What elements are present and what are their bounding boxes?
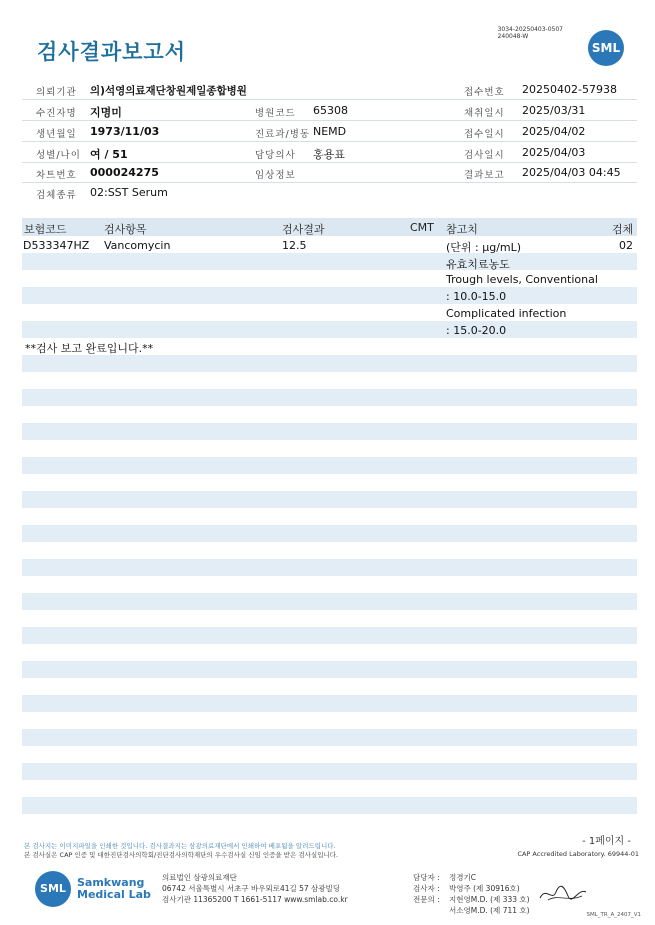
- sml-logo-icon: SML: [588, 30, 624, 66]
- row-code: D533347HZ: [23, 239, 90, 252]
- info-label: 임상정보: [255, 170, 296, 181]
- info-value: 의)석영의료재단창원제일종합병원: [90, 85, 247, 97]
- document-id-line: 3034-20250403-0507: [497, 26, 563, 33]
- table-stripe: [22, 253, 637, 270]
- org-name: 의료법인 삼광의료재단: [162, 873, 237, 882]
- info-label: 결과보고: [464, 170, 505, 181]
- footer-notice: 본 검사지는 이미지파일을 인쇄한 것입니다. 검사결과지는 삼광의료재단에서 인쇄하여 배포됨을 알려드립니다.: [24, 842, 336, 850]
- header-item: 검사항목: [104, 223, 147, 236]
- header-ref: 참고치: [446, 223, 478, 236]
- info-label: 의뢰기관: [36, 87, 77, 98]
- info-row: [22, 182, 637, 202]
- report-complete-note: **검사 보고 완료입니다.**: [25, 342, 154, 355]
- org-address: 06742 서울특별시 서초구 바우뫼로41길 57 삼광빌딩: [162, 884, 341, 893]
- table-stripe: [22, 729, 637, 746]
- row-item: Vancomycin: [104, 239, 171, 252]
- info-row: [22, 100, 637, 121]
- brand-line: Medical Lab: [77, 888, 151, 901]
- info-row: [22, 162, 637, 183]
- table-stripe: [22, 661, 637, 678]
- header-cmt: CMT: [410, 221, 434, 234]
- info-value: 여 / 51: [90, 148, 128, 161]
- info-value: 지명미: [90, 106, 122, 119]
- info-value: 2025/04/02: [522, 125, 586, 138]
- table-stripe: [22, 763, 637, 780]
- table-stripe: [22, 321, 637, 338]
- row-reference: : 15.0-20.0: [446, 324, 507, 337]
- signature-icon: [538, 882, 588, 904]
- header-result: 검사결과: [282, 223, 325, 236]
- info-label: 담당의사: [255, 150, 296, 161]
- row-reference: 유효치료농도: [446, 258, 510, 271]
- staff-name: 정경기C: [449, 873, 476, 882]
- staff-label: 검사자 :: [413, 884, 440, 893]
- info-value: 02:SST Serum: [90, 186, 168, 199]
- table-stripe: [22, 389, 637, 406]
- info-value: 홍용표: [313, 148, 345, 161]
- table-stripe: [22, 593, 637, 610]
- table-stripe: [22, 457, 637, 474]
- info-label: 성별/나이: [36, 150, 81, 161]
- info-value: 20250402-57938: [522, 83, 617, 96]
- table-stripe: [22, 559, 637, 576]
- report-title: 검사결과보고서: [37, 40, 187, 64]
- table-stripe: [22, 287, 637, 304]
- staff-label: 담당자 :: [413, 873, 440, 882]
- info-label: 검사일시: [464, 150, 505, 161]
- info-label: 접수번호: [464, 87, 505, 98]
- row-result: 12.5: [282, 239, 307, 252]
- staff-name: 박영주 (제 30916호): [449, 884, 520, 893]
- info-value: 2025/03/31: [522, 104, 586, 117]
- staff-name: 서소영M.D. (제 711 호): [449, 906, 530, 915]
- sml-logo-icon: SML: [35, 871, 71, 907]
- brand-line: Samkwang: [77, 876, 145, 889]
- info-label: 접수일시: [464, 129, 505, 140]
- table-stripe: [22, 695, 637, 712]
- result-table-header: [22, 218, 637, 236]
- row-reference: Trough levels, Conventional: [446, 273, 598, 286]
- info-label: 병원코드: [255, 108, 296, 119]
- row-reference: (단위 : μg/mL): [446, 241, 522, 254]
- table-stripe: [22, 423, 637, 440]
- cap-accreditation: CAP Accredited Laboratory. 69944-01: [517, 850, 639, 858]
- staff-name: 지현영M.D. (제 333 호): [449, 895, 530, 904]
- footer-accreditation: 본 검사실은 CAP 인증 및 대한진단검사의학회/진단검사의학재단의 우수검사실 신임 인증을 받은 검사실입니다.: [24, 851, 339, 859]
- info-value: NEMD: [313, 125, 347, 138]
- info-value: 2025/04/03: [522, 146, 586, 159]
- header-specimen: 검체: [612, 223, 634, 236]
- row-reference: : 10.0-15.0: [446, 290, 507, 303]
- info-label: 차트번호: [36, 170, 77, 181]
- row-reference: Complicated infection: [446, 307, 567, 320]
- table-stripe: [22, 797, 637, 814]
- info-row: [22, 142, 637, 163]
- info-label: 생년월일: [36, 129, 77, 140]
- brand-name: [77, 877, 151, 901]
- info-value: 65308: [313, 104, 348, 117]
- info-label: 수진자명: [36, 108, 77, 119]
- info-value: 1973/11/03: [90, 125, 160, 138]
- page-number: - 1페이지 -: [582, 836, 631, 847]
- row-specimen: 02: [619, 239, 633, 252]
- info-row: [22, 79, 637, 100]
- info-value: 000024275: [90, 166, 159, 179]
- org-contact: 검사기관 11365200 T 1661-5117 www.smlab.co.kr: [162, 895, 348, 904]
- info-value: 2025/04/03 04:45: [522, 166, 621, 179]
- table-stripe: [22, 627, 637, 644]
- staff-label: 전문의 :: [413, 895, 440, 904]
- info-label: 검체종류: [36, 190, 77, 201]
- table-stripe: [22, 525, 637, 542]
- info-label: 채취일시: [464, 108, 505, 119]
- header-code: 보험코드: [24, 223, 67, 236]
- document-id: [498, 26, 563, 40]
- document-id-line: 240048-W: [497, 33, 529, 40]
- table-stripe: [22, 491, 637, 508]
- table-stripe: [22, 355, 637, 372]
- info-label: 진료과/병동: [255, 129, 311, 140]
- info-row: [22, 121, 637, 142]
- form-code: SML_TR_A_2407_V1: [586, 912, 641, 918]
